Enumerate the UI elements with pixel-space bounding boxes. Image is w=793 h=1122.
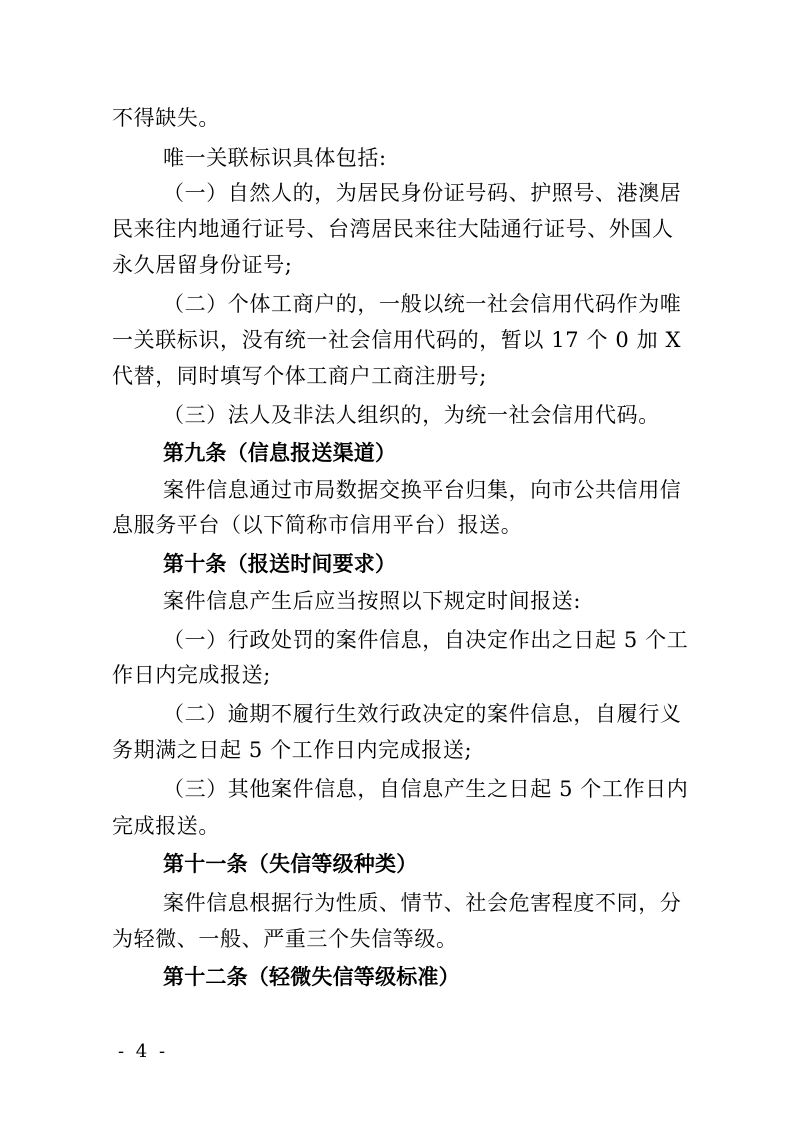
body-line: 永久居留身份证号; xyxy=(112,253,293,277)
article-10-heading: 第十条（报送时间要求） xyxy=(163,552,397,576)
body-line: 案件信息根据行为性质、情节、社会危害程度不同，分 xyxy=(163,891,682,915)
body-line: 案件信息通过市局数据交换平台归集，向市公共信用信 xyxy=(163,478,682,502)
page-number: - 4 - xyxy=(118,1041,169,1062)
article-12-heading: 第十二条（轻微失信等级标准） xyxy=(163,965,460,989)
article-9-heading: 第九条（信息报送渠道） xyxy=(163,441,397,465)
clause-item-1: （一）自然人的，为居民身份证号码、护照号、港澳居 xyxy=(163,181,682,205)
clause-item-3: （三）其他案件信息，自信息产生之日起 5 个工作日内 xyxy=(163,777,689,801)
body-line: 作日内完成报送; xyxy=(112,663,271,687)
clause-item-2: （二）个体工商户的，一般以统一社会信用代码作为唯 xyxy=(163,292,682,316)
clause-item-1: （一）行政处罚的案件信息，自决定作出之日起 5 个工 xyxy=(163,628,689,652)
body-line: 息服务平台（以下简称市信用平台）报送。 xyxy=(112,513,523,537)
clause-item-2: （二）逾期不履行生效行政决定的案件信息，自履行义 xyxy=(163,702,682,726)
body-line: 民来往内地通行证号、台湾居民来往大陆通行证号、外国人 xyxy=(112,217,674,241)
body-line: 代替，同时填写个体工商户工商注册号; xyxy=(112,364,487,388)
clause-item-3: （三）法人及非法人组织的，为统一社会信用代码。 xyxy=(163,403,660,427)
body-line: 唯一关联标识具体包括: xyxy=(163,146,387,170)
body-line: 为轻微、一般、严重三个失信等级。 xyxy=(112,927,458,951)
article-11-heading: 第十一条（失信等级种类） xyxy=(163,852,418,876)
body-line: 务期满之日起 5 个工作日内完成报送; xyxy=(112,738,473,762)
body-line: 不得缺失。 xyxy=(112,106,220,130)
body-line: 一关联标识，没有统一社会信用代码的，暂以 17 个 0 加 X xyxy=(112,328,682,352)
body-line: 案件信息产生后应当按照以下规定时间报送: xyxy=(163,589,582,613)
body-line: 完成报送。 xyxy=(112,814,220,838)
